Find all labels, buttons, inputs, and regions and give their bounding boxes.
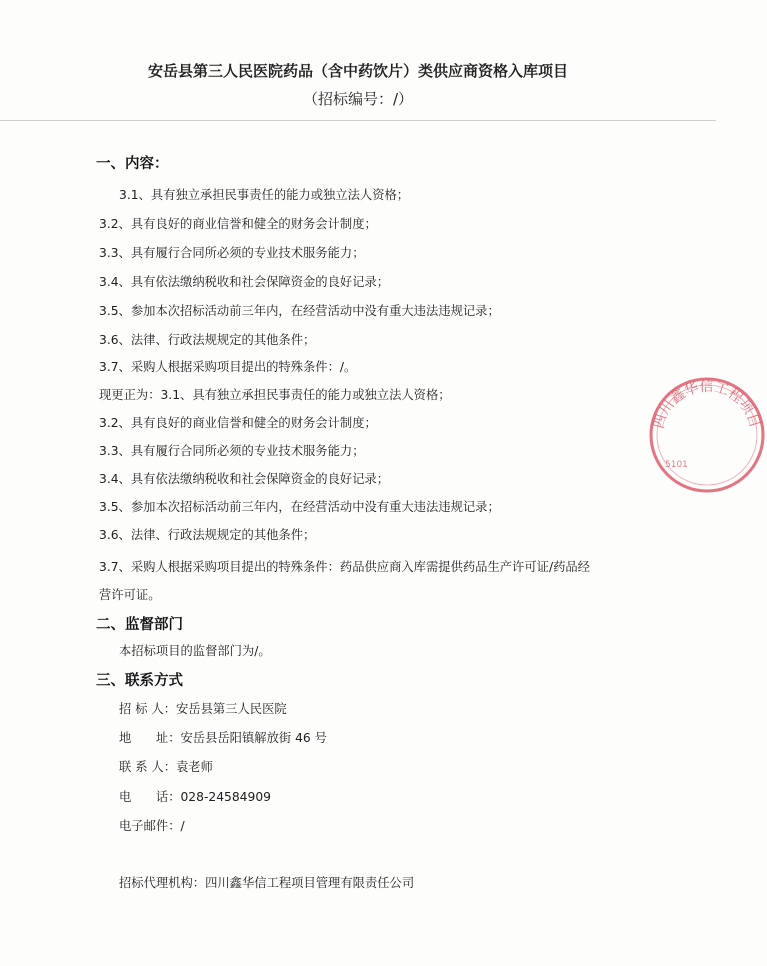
contact-phone: 电 话：028-24584909 — [119, 790, 271, 804]
seal-code: 5101 — [665, 460, 688, 470]
corrected-item-3-3: 3.3、具有履行合同所必须的专业技术服务能力； — [99, 444, 365, 458]
original-item-3-3: 3.3、具有履行合同所必须的专业技术服务能力； — [99, 246, 365, 260]
supervision-text: 本招标项目的监督部门为/。 — [119, 644, 271, 658]
corrected-item-3-4: 3.4、具有依法缴纳税收和社会保障资金的良好记录； — [99, 472, 390, 486]
document-title: 安岳县第三人民医院药品（含中药饮片）类供应商资格入库项目 — [147, 62, 568, 80]
corrected-item-3-2: 3.2、具有良好的商业信誉和健全的财务会计制度； — [99, 416, 377, 430]
original-item-3-2: 3.2、具有良好的商业信誉和健全的财务会计制度； — [99, 217, 377, 231]
corrected-item-3-1: 现更正为：3.1、具有独立承担民事责任的能力或独立法人资格； — [99, 388, 451, 402]
section-content-heading: 一、内容： — [96, 156, 169, 172]
original-item-3-1: 3.1、具有独立承担民事责任的能力或独立法人资格； — [119, 188, 410, 202]
original-item-3-6: 3.6、法律、行政法规规定的其他条件； — [99, 333, 316, 347]
corrected-item-3-7: 3.7、采购人根据采购项目提出的特殊条件：药品供应商入库需提供药品生产许可证/药品经 — [99, 560, 590, 574]
section-supervision-heading: 二、监督部门 — [96, 617, 183, 633]
seal-stamp-icon — [647, 375, 767, 495]
seal-arc-text: 四川鑫华信工程项目 — [651, 378, 763, 431]
contact-address: 地 址：安岳县岳阳镇解放街 46 号 — [119, 731, 327, 745]
corrected-item-3-6: 3.6、法律、行政法规规定的其他条件； — [99, 528, 316, 542]
original-item-3-5: 3.5、参加本次招标活动前三年内，在经营活动中没有重大违法违规记录； — [99, 304, 500, 318]
corrected-item-3-5: 3.5、参加本次招标活动前三年内，在经营活动中没有重大违法违规记录； — [99, 500, 500, 514]
original-item-3-4: 3.4、具有依法缴纳税收和社会保障资金的良好记录； — [99, 275, 390, 289]
bid-number: （招标编号：/） — [302, 90, 414, 108]
contact-person: 联 系 人：袁老师 — [119, 760, 213, 774]
contact-email: 电子邮件：/ — [119, 819, 185, 833]
corrected-item-3-7-continued: 营许可证。 — [99, 588, 161, 602]
section-contact-heading: 三、联系方式 — [96, 673, 183, 689]
header-divider — [0, 120, 716, 121]
original-item-3-7: 3.7、采购人根据采购项目提出的特殊条件：/。 — [99, 360, 357, 374]
agency-line: 招标代理机构：四川鑫华信工程项目管理有限责任公司 — [119, 876, 415, 890]
contact-tenderer: 招 标 人：安岳县第三人民医院 — [119, 702, 287, 716]
